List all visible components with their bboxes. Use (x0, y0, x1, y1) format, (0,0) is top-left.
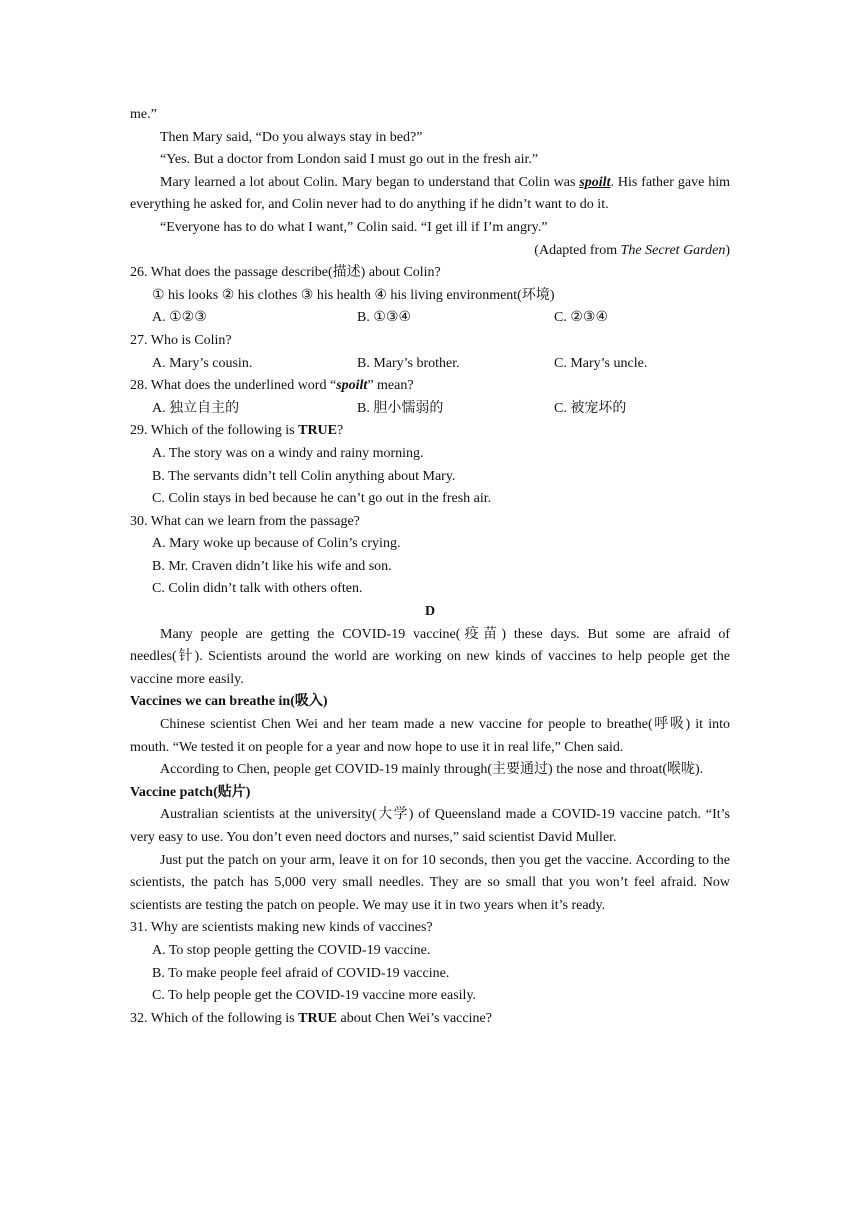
option-b: B. Mary’s brother. (357, 355, 460, 371)
passage-d-paragraph: Australian scientists at the university(大学) of Queensland made a COVID-19 vaccine patch. “It’s very easy to use. You don’t even need doctors and nurses,” said scientist David Muller. (130, 807, 730, 845)
option-c: C. Colin stays in bed because he can’t go out in the fresh air. (152, 491, 492, 507)
option-a: A. The story was on a windy and rainy morning. (152, 445, 424, 461)
passage-d-paragraph: Chinese scientist Chen Wei and her team made a new vaccine for people to breathe(呼吸) it into mouth. “We tested it on people for a year and now hope to use it in real life,” Chen said. (130, 717, 730, 755)
option-c: C. ②③④ (554, 310, 608, 326)
passage-c-paragraph: “Yes. But a doctor from London said I must go out in the fresh air.” (160, 152, 539, 168)
question-27-options (130, 353, 730, 376)
question-31: 31. Why are scientists making new kinds of vaccines? (130, 920, 433, 936)
option-a: A. To stop people getting the COVID-19 vaccine. (152, 942, 431, 958)
option-c: C. Colin didn’t talk with others often. (152, 581, 363, 597)
exam-page (130, 104, 730, 1030)
question-26: 26. What does the passage describe(描述) about Colin? (130, 265, 441, 281)
option-a: A. Mary woke up because of Colin’s crying. (152, 536, 401, 552)
source-note: (Adapted from The Secret Garden) (534, 242, 730, 258)
question-26-items: ① his looks ② his clothes ③ his health ④ his living environment(环境) (152, 287, 555, 303)
question-28: 28. What does the underlined word “spoilt” mean? (130, 378, 414, 394)
passage-d-paragraph: Just put the patch on your arm, leave it on for 10 seconds, then you get the vaccine. According to the scientists, the patch has 5,000 very small needles. They are so small that you won’t feel afraid. Now scientists are testing the patch on people. We may use it in two years when it’s ready. (130, 852, 730, 913)
question-32: 32. Which of the following is TRUE about Chen Wei’s vaccine? (130, 1010, 492, 1026)
passage-c-paragraph: Then Mary said, “Do you always stay in bed?” (160, 129, 423, 145)
option-b: B. Mr. Craven didn’t like his wife and son. (152, 558, 392, 574)
option-c: C. Mary’s uncle. (554, 355, 648, 371)
passage-c-tail: me.” (130, 107, 157, 122)
option-c: C. 被宠坏的 (554, 400, 627, 416)
question-30: 30. What can we learn from the passage? (130, 513, 360, 529)
passage-d-heading: Vaccines we can breathe in(吸入) (130, 694, 328, 710)
option-a: A. 独立自主的 (152, 400, 240, 416)
question-28-options (130, 398, 730, 421)
option-b: B. 胆小懦弱的 (357, 400, 444, 416)
option-a: A. Mary’s cousin. (152, 355, 253, 371)
question-29: 29. Which of the following is TRUE? (130, 423, 344, 439)
question-28-word: spoilt (336, 378, 368, 394)
source-title: The Secret Garden (620, 242, 726, 258)
option-b: B. To make people feel afraid of COVID-19 vaccine. (152, 965, 450, 981)
passage-c-paragraph: Mary learned a lot about Colin. Mary began to understand that Colin was spoilt. His father gave him everything he asked for, and Colin never had to do anything if he didn’t want to do it. (130, 174, 731, 213)
question-27: 27. Who is Colin? (130, 332, 232, 348)
passage-d-paragraph: Many people are getting the COVID-19 vaccine(疫苗) these days. But some are afraid of needles(针). Scientists around the world are working on new kinds of vaccines to help people get the vaccine more easily. (130, 626, 730, 687)
option-b: B. The servants didn’t tell Colin anything about Mary. (152, 468, 456, 484)
passage-d-heading: Vaccine patch(贴片) (130, 784, 251, 800)
passage-d-label: D (424, 604, 436, 620)
option-c: C. To help people get the COVID-19 vaccine more easily. (152, 988, 477, 1004)
passage-c-paragraph: “Everyone has to do what I want,” Colin said. “I get ill if I’m angry.” (160, 219, 548, 235)
passage-d-paragraph: According to Chen, people get COVID-19 mainly through(主要通过) the nose and throat(喉咙). (160, 762, 704, 778)
question-26-options (130, 307, 730, 330)
option-b: B. ①③④ (357, 310, 411, 326)
underlined-word: spoilt (579, 174, 611, 190)
option-a: A. ①②③ (152, 310, 207, 326)
